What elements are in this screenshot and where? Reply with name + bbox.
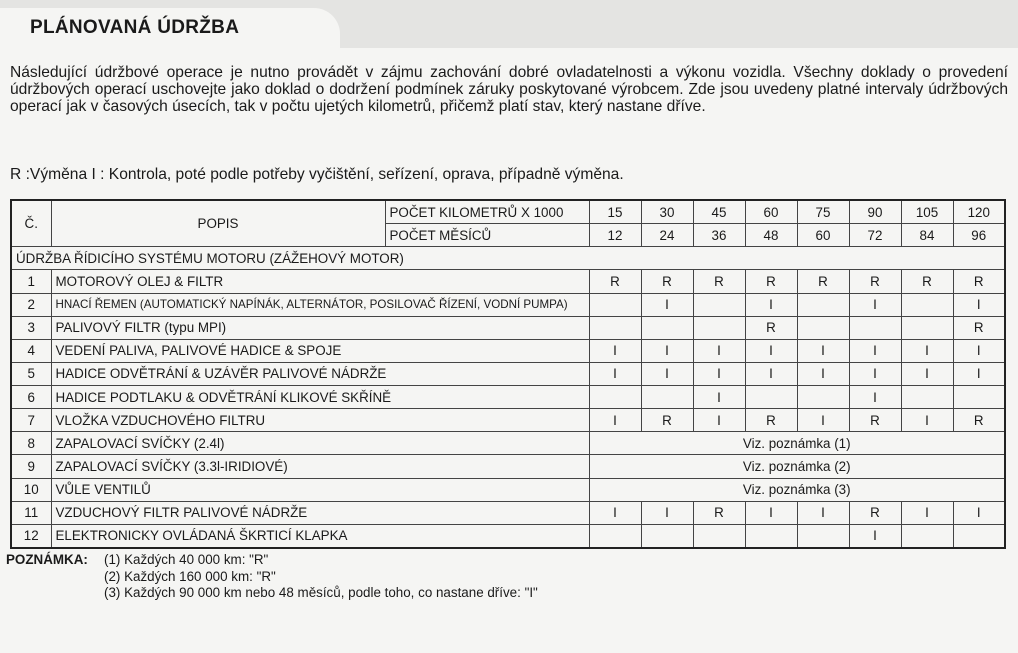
row-interval-cell: R	[745, 316, 797, 339]
row-interval-cell	[589, 293, 641, 316]
section-row	[11, 247, 1005, 270]
header-km-value: 105	[901, 200, 953, 224]
row-number: 8	[11, 432, 51, 455]
row-interval-cell: R	[849, 270, 901, 293]
section-title: ÚDRŽBA ŘÍDICÍHO SYSTÉMU MOTORU (ZÁŽEHOVÝ MOTOR)	[11, 247, 1005, 270]
row-interval-cell: I	[901, 339, 953, 362]
row-interval-cell: I	[953, 293, 1005, 316]
row-interval-cell: I	[901, 409, 953, 432]
row-interval-cell: I	[901, 362, 953, 385]
row-note: Viz. poznámka (3)	[589, 478, 1005, 501]
row-interval-cell	[797, 293, 849, 316]
row-interval-cell: R	[797, 270, 849, 293]
row-description: ZAPALOVACÍ SVÍČKY (3.3l-IRIDIOVÉ)	[51, 455, 589, 478]
notes-list	[104, 552, 538, 602]
row-interval-cell: R	[693, 270, 745, 293]
row-note: Viz. poznámka (2)	[589, 455, 1005, 478]
row-interval-cell: I	[953, 362, 1005, 385]
row-interval-cell: R	[901, 270, 953, 293]
header-desc: POPIS	[51, 200, 385, 247]
row-number: 12	[11, 524, 51, 548]
row-interval-cell: R	[953, 409, 1005, 432]
row-interval-cell	[901, 386, 953, 409]
row-interval-cell	[693, 316, 745, 339]
row-interval-cell	[797, 386, 849, 409]
row-description: VEDENÍ PALIVA, PALIVOVÉ HADICE & SPOJE	[51, 339, 589, 362]
row-interval-cell: I	[745, 501, 797, 524]
row-interval-cell: I	[641, 362, 693, 385]
header-months-value: 96	[953, 224, 1005, 247]
table-row	[11, 270, 1005, 293]
row-interval-cell: R	[641, 409, 693, 432]
legend: R :Výměna I : Kontrola, poté podle potřeby vyčištění, seřízení, oprava, případně výměna.	[10, 166, 624, 183]
header-months-label: POČET MĚSÍCŮ	[385, 224, 589, 247]
row-note: Viz. poznámka (1)	[589, 432, 1005, 455]
row-interval-cell: I	[797, 339, 849, 362]
note-item: (3) Každých 90 000 km nebo 48 měsíců, podle toho, co nastane dříve: "I"	[104, 585, 538, 600]
row-interval-cell	[745, 386, 797, 409]
row-interval-cell: I	[953, 339, 1005, 362]
page-title: PLÁNOVANÁ ÚDRŽBA	[30, 17, 240, 38]
row-description: HNACÍ ŘEMEN (AUTOMATICKÝ NAPÍNÁK, ALTERNÁTOR, POSILOVAČ ŘÍZENÍ, VODNÍ PUMPA)	[51, 293, 589, 316]
table-row	[11, 501, 1005, 524]
row-interval-cell: I	[745, 339, 797, 362]
table-row	[11, 386, 1005, 409]
row-interval-cell	[693, 524, 745, 548]
table-row	[11, 432, 1005, 455]
row-interval-cell: R	[641, 270, 693, 293]
table-row	[11, 293, 1005, 316]
header-months-value: 36	[693, 224, 745, 247]
row-interval-cell	[589, 524, 641, 548]
row-description: VZDUCHOVÝ FILTR PALIVOVÉ NÁDRŽE	[51, 501, 589, 524]
header-months-value: 48	[745, 224, 797, 247]
row-interval-cell: I	[641, 293, 693, 316]
row-description: ZAPALOVACÍ SVÍČKY (2.4l)	[51, 432, 589, 455]
header-no: Č.	[11, 200, 51, 247]
row-interval-cell: R	[849, 409, 901, 432]
row-interval-cell: I	[849, 524, 901, 548]
row-interval-cell: I	[641, 339, 693, 362]
row-interval-cell	[901, 316, 953, 339]
header-months-value: 72	[849, 224, 901, 247]
row-interval-cell: I	[745, 293, 797, 316]
row-interval-cell: I	[589, 409, 641, 432]
row-interval-cell	[797, 524, 849, 548]
row-interval-cell: I	[901, 501, 953, 524]
row-interval-cell: I	[849, 293, 901, 316]
row-interval-cell: R	[849, 501, 901, 524]
row-number: 4	[11, 339, 51, 362]
row-interval-cell: I	[849, 339, 901, 362]
row-interval-cell: I	[693, 339, 745, 362]
row-description: VLOŽKA VZDUCHOVÉHO FILTRU	[51, 409, 589, 432]
row-number: 6	[11, 386, 51, 409]
row-number: 1	[11, 270, 51, 293]
header-km-value: 60	[745, 200, 797, 224]
table-row	[11, 455, 1005, 478]
row-description: PALIVOVÝ FILTR (typu MPI)	[51, 316, 589, 339]
row-interval-cell	[797, 316, 849, 339]
header-km-value: 120	[953, 200, 1005, 224]
row-interval-cell	[641, 524, 693, 548]
table-row	[11, 362, 1005, 385]
row-interval-cell: I	[693, 386, 745, 409]
row-number: 2	[11, 293, 51, 316]
header-km-value: 75	[797, 200, 849, 224]
row-interval-cell	[589, 386, 641, 409]
header-months-value: 12	[589, 224, 641, 247]
row-interval-cell: R	[953, 316, 1005, 339]
row-interval-cell: I	[797, 501, 849, 524]
header-km-label: POČET KILOMETRŮ X 1000	[385, 200, 589, 224]
row-interval-cell	[849, 316, 901, 339]
table-row	[11, 409, 1005, 432]
row-interval-cell: R	[953, 270, 1005, 293]
row-interval-cell	[953, 386, 1005, 409]
row-description: MOTOROVÝ OLEJ & FILTR	[51, 270, 589, 293]
row-interval-cell	[901, 293, 953, 316]
row-interval-cell	[641, 386, 693, 409]
row-interval-cell: R	[745, 409, 797, 432]
maintenance-table	[10, 199, 1006, 549]
row-interval-cell: I	[589, 362, 641, 385]
row-interval-cell	[901, 524, 953, 548]
header-km-value: 30	[641, 200, 693, 224]
intro-paragraph: Následující údržbové operace je nutno provádět v zájmu zachování dobré ovladatelnosti a výkonu vozidla. Všechny doklady o provedení údržbových operací uschovejte jako doklad o dodržení podmínek záruky poskytované výrobcem. Zde jsou uvedeny platné intervaly údržbových operací jak v časových úsecích, tak v počtu ujetých kilometrů, přičemž platí stav, který nastane dříve.	[10, 64, 1008, 115]
row-interval-cell: I	[745, 362, 797, 385]
row-number: 10	[11, 478, 51, 501]
header-row-km	[11, 200, 1005, 224]
header-km-value: 45	[693, 200, 745, 224]
row-interval-cell	[693, 293, 745, 316]
row-interval-cell: I	[849, 386, 901, 409]
row-interval-cell: I	[797, 409, 849, 432]
row-interval-cell: I	[693, 362, 745, 385]
table-row	[11, 524, 1005, 548]
row-interval-cell: I	[589, 501, 641, 524]
header-km-value: 90	[849, 200, 901, 224]
header-months-value: 24	[641, 224, 693, 247]
row-interval-cell	[641, 316, 693, 339]
row-description: VŮLE VENTILŮ	[51, 478, 589, 501]
row-interval-cell: R	[693, 501, 745, 524]
row-interval-cell: R	[589, 270, 641, 293]
row-interval-cell: I	[849, 362, 901, 385]
notes-label: POZNÁMKA:	[6, 552, 88, 567]
table-row	[11, 339, 1005, 362]
row-interval-cell: I	[797, 362, 849, 385]
row-interval-cell: R	[745, 270, 797, 293]
table-row	[11, 478, 1005, 501]
row-interval-cell: I	[589, 339, 641, 362]
row-number: 3	[11, 316, 51, 339]
row-interval-cell	[745, 524, 797, 548]
note-item: (2) Každých 160 000 km: "R"	[104, 568, 276, 584]
row-interval-cell	[953, 524, 1005, 548]
note-item: (1) Každých 40 000 km: "R"	[104, 552, 269, 567]
row-description: HADICE PODTLAKU & ODVĚTRÁNÍ KLIKOVÉ SKŘÍNĚ	[51, 386, 589, 409]
header-months-value: 84	[901, 224, 953, 247]
row-number: 7	[11, 409, 51, 432]
header-months-value: 60	[797, 224, 849, 247]
row-interval-cell: I	[693, 409, 745, 432]
row-description: ELEKTRONICKY OVLÁDANÁ ŠKRTICÍ KLAPKA	[51, 524, 589, 548]
row-description: HADICE ODVĚTRÁNÍ & UZÁVĚR PALIVOVÉ NÁDRŽE	[51, 362, 589, 385]
row-interval-cell: I	[641, 501, 693, 524]
row-interval-cell	[589, 316, 641, 339]
row-number: 5	[11, 362, 51, 385]
row-number: 11	[11, 501, 51, 524]
table-row	[11, 316, 1005, 339]
row-number: 9	[11, 455, 51, 478]
row-interval-cell: I	[953, 501, 1005, 524]
header-km-value: 15	[589, 200, 641, 224]
